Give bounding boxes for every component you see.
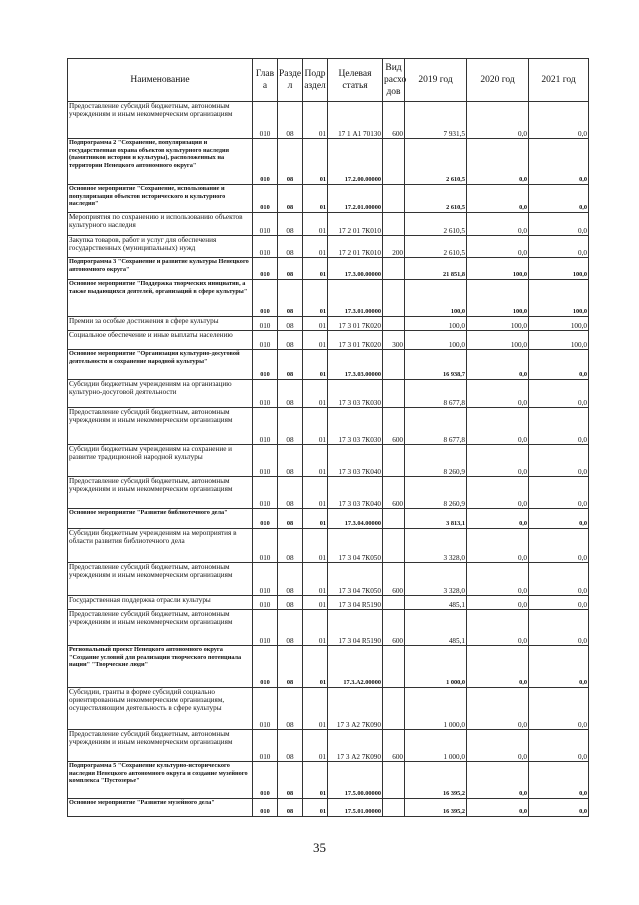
cell-glava: 010 [253, 509, 278, 529]
cell-podrazdel: 01 [303, 258, 328, 280]
cell-2019: 100,0 [405, 331, 467, 350]
cell-podrazdel: 01 [303, 529, 328, 563]
cell-2021: 0,0 [529, 646, 589, 688]
cell-article: 17 3 04 R5190 [328, 596, 383, 610]
cell-glava: 010 [253, 139, 278, 185]
cell-2021: 0,0 [529, 380, 589, 408]
cell-2020: 100,0 [467, 317, 529, 331]
cell-podrazdel: 01 [303, 380, 328, 408]
cell-vid: 600 [383, 102, 405, 139]
cell-glava: 010 [253, 563, 278, 596]
cell-podrazdel: 01 [303, 236, 328, 258]
cell-glava: 010 [253, 646, 278, 688]
cell-vid [383, 185, 405, 213]
cell-article: 17 1 А1 70130 [328, 102, 383, 139]
cell-2019: 2 610,5 [405, 185, 467, 213]
cell-2021: 0,0 [529, 563, 589, 596]
cell-glava: 010 [253, 445, 278, 477]
cell-2021: 0,0 [529, 185, 589, 213]
cell-article: 17 2 01 7К010 [328, 213, 383, 236]
cell-glava: 010 [253, 477, 278, 509]
header-vid: Вид расхо дов [383, 59, 405, 102]
cell-glava: 010 [253, 280, 278, 317]
cell-name: Предоставление субсидий бюджетным, автономным учреждениям и иным некоммерческим организациям [68, 477, 253, 509]
table-row [68, 799, 589, 817]
header-article: Целевая статья [328, 59, 383, 102]
header-2019: 2019 год [405, 59, 467, 102]
cell-vid: 600 [383, 610, 405, 646]
cell-name: Основное мероприятие "Организация культурно-досуговой деятельности и сохранение народной культуры" [68, 350, 253, 380]
table-row [68, 529, 589, 563]
table-row [68, 185, 589, 213]
cell-glava: 010 [253, 213, 278, 236]
cell-podrazdel: 01 [303, 799, 328, 817]
cell-2020: 0,0 [467, 610, 529, 646]
cell-article: 17 2 01 7К010 [328, 236, 383, 258]
cell-vid [383, 350, 405, 380]
cell-name: Подпрограмма 2 "Сохранение, популяризация и государственная охрана объектов культурного наследия (памятников истории и культуры), расположенных на территории Ненецкого автономного округа" [68, 139, 253, 185]
cell-vid: 600 [383, 408, 405, 445]
cell-article: 17.5.00.00000 [328, 762, 383, 799]
page-number: 35 [313, 840, 326, 855]
cell-podrazdel: 01 [303, 563, 328, 596]
cell-razdel: 08 [278, 102, 303, 139]
cell-vid [383, 799, 405, 817]
cell-article: 17 3 03 7К040 [328, 477, 383, 509]
table-row [68, 236, 589, 258]
cell-2020: 100,0 [467, 331, 529, 350]
cell-vid [383, 596, 405, 610]
cell-name: Предоставление субсидий бюджетным, автономным учреждениям и иным некоммерческим организациям [68, 102, 253, 139]
cell-2020: 0,0 [467, 102, 529, 139]
cell-razdel: 08 [278, 509, 303, 529]
cell-vid: 600 [383, 477, 405, 509]
cell-2021: 0,0 [529, 610, 589, 646]
cell-glava: 010 [253, 799, 278, 817]
cell-name: Основное мероприятие "Развитие библиотечного дела" [68, 509, 253, 529]
cell-2021: 0,0 [529, 799, 589, 817]
table-row [68, 509, 589, 529]
table-row [68, 762, 589, 799]
cell-podrazdel: 01 [303, 139, 328, 185]
cell-2021: 0,0 [529, 762, 589, 799]
cell-podrazdel: 01 [303, 688, 328, 730]
cell-2020: 0,0 [467, 185, 529, 213]
cell-razdel: 08 [278, 236, 303, 258]
cell-2021: 100,0 [529, 258, 589, 280]
cell-vid: 200 [383, 236, 405, 258]
cell-razdel: 08 [278, 331, 303, 350]
cell-vid [383, 688, 405, 730]
cell-2019: 16 938,7 [405, 350, 467, 380]
cell-2020: 0,0 [467, 646, 529, 688]
cell-podrazdel: 01 [303, 445, 328, 477]
cell-glava: 010 [253, 688, 278, 730]
cell-podrazdel: 01 [303, 317, 328, 331]
cell-name: Субсидии бюджетным учреждениям на мероприятия в области развития библиотечного дела [68, 529, 253, 563]
table-row [68, 408, 589, 445]
cell-2020: 0,0 [467, 236, 529, 258]
cell-name: Подпрограмма 3 "Сохранение и развитие культуры Ненецкого автономного округа" [68, 258, 253, 280]
cell-razdel: 08 [278, 213, 303, 236]
cell-podrazdel: 01 [303, 213, 328, 236]
cell-razdel: 08 [278, 280, 303, 317]
table-row [68, 213, 589, 236]
cell-podrazdel: 01 [303, 331, 328, 350]
cell-name: Премии за особые достижения в сфере культуры [68, 317, 253, 331]
cell-2020: 0,0 [467, 509, 529, 529]
cell-2019: 3 328,0 [405, 529, 467, 563]
cell-vid [383, 646, 405, 688]
cell-podrazdel: 01 [303, 509, 328, 529]
cell-2021: 0,0 [529, 509, 589, 529]
cell-2021: 0,0 [529, 596, 589, 610]
table-row [68, 477, 589, 509]
cell-glava: 010 [253, 596, 278, 610]
header-podrazdel: Подр аздел [303, 59, 328, 102]
cell-name: Мероприятия по сохранению и использованию объектов культурного наследия [68, 213, 253, 236]
cell-vid [383, 509, 405, 529]
header-name: Наименование [68, 59, 253, 102]
cell-vid [383, 445, 405, 477]
cell-glava: 010 [253, 236, 278, 258]
cell-razdel: 08 [278, 563, 303, 596]
cell-glava: 010 [253, 762, 278, 799]
cell-2019: 2 610,5 [405, 139, 467, 185]
table-row [68, 280, 589, 317]
cell-razdel: 08 [278, 799, 303, 817]
cell-2020: 100,0 [467, 258, 529, 280]
cell-vid: 600 [383, 563, 405, 596]
cell-glava: 010 [253, 331, 278, 350]
cell-article: 17 3 03 7К030 [328, 380, 383, 408]
table-row [68, 563, 589, 596]
cell-name: Субсидии, гранты в форме субсидий социально ориентированным некоммерческим организациям, осуществляющим деятельность в сфере культуры [68, 688, 253, 730]
cell-article: 17.3.03.00000 [328, 350, 383, 380]
cell-article: 17 3 03 7К030 [328, 408, 383, 445]
cell-razdel: 08 [278, 408, 303, 445]
table-row [68, 317, 589, 331]
cell-glava: 010 [253, 610, 278, 646]
cell-razdel: 08 [278, 762, 303, 799]
cell-article: 17.3.04.00000 [328, 509, 383, 529]
cell-podrazdel: 01 [303, 477, 328, 509]
cell-2019: 2 610,5 [405, 213, 467, 236]
cell-2021: 100,0 [529, 280, 589, 317]
cell-article: 17.2.01.00000 [328, 185, 383, 213]
cell-podrazdel: 01 [303, 596, 328, 610]
cell-2021: 0,0 [529, 445, 589, 477]
cell-name: Субсидии бюджетным учреждениям на организацию культурно-досуговой деятельности [68, 380, 253, 408]
cell-2019: 8 677,8 [405, 380, 467, 408]
cell-name: Закупка товаров, работ и услуг для обеспечения государственных (муниципальных) нужд [68, 236, 253, 258]
cell-article: 17 3 04 7К050 [328, 563, 383, 596]
cell-article: 17 3 01 7К020 [328, 331, 383, 350]
cell-2020: 0,0 [467, 596, 529, 610]
cell-razdel: 08 [278, 445, 303, 477]
cell-glava: 010 [253, 102, 278, 139]
cell-article: 17 3 03 7К040 [328, 445, 383, 477]
cell-2019: 8 260,9 [405, 477, 467, 509]
header-row [68, 59, 589, 102]
cell-2020: 0,0 [467, 380, 529, 408]
cell-razdel: 08 [278, 529, 303, 563]
cell-razdel: 08 [278, 350, 303, 380]
cell-podrazdel: 01 [303, 280, 328, 317]
cell-2021: 0,0 [529, 477, 589, 509]
cell-vid [383, 529, 405, 563]
cell-article: 17.5.01.00000 [328, 799, 383, 817]
cell-2020: 0,0 [467, 213, 529, 236]
cell-2021: 0,0 [529, 408, 589, 445]
cell-glava: 010 [253, 258, 278, 280]
cell-2019: 21 851,8 [405, 258, 467, 280]
cell-razdel: 08 [278, 317, 303, 331]
cell-razdel: 08 [278, 258, 303, 280]
cell-name: Предоставление субсидий бюджетным, автономным учреждениям и иным некоммерческим организациям [68, 610, 253, 646]
cell-razdel: 08 [278, 610, 303, 646]
cell-2020: 0,0 [467, 762, 529, 799]
cell-razdel: 08 [278, 477, 303, 509]
cell-name: Предоставление субсидий бюджетным, автономным учреждениям и иным некоммерческим организациям [68, 408, 253, 445]
cell-2019: 485,1 [405, 610, 467, 646]
cell-podrazdel: 01 [303, 730, 328, 762]
cell-vid [383, 380, 405, 408]
cell-2019: 1 000,0 [405, 688, 467, 730]
cell-2020: 0,0 [467, 563, 529, 596]
cell-razdel: 08 [278, 380, 303, 408]
cell-name: Предоставление субсидий бюджетным, автономным учреждениям и иным некоммерческим организациям [68, 730, 253, 762]
cell-name: Государственная поддержка отрасли культуры [68, 596, 253, 610]
cell-2020: 0,0 [467, 529, 529, 563]
cell-article: 17 3 А2 7К090 [328, 688, 383, 730]
cell-2020: 0,0 [467, 799, 529, 817]
cell-2020: 0,0 [467, 350, 529, 380]
cell-razdel: 08 [278, 185, 303, 213]
cell-article: 17 3 04 R5190 [328, 610, 383, 646]
cell-article: 17.2.00.00000 [328, 139, 383, 185]
cell-2019: 7 931,5 [405, 102, 467, 139]
cell-name: Социальное обеспечение и иные выплаты населению [68, 331, 253, 350]
cell-podrazdel: 01 [303, 102, 328, 139]
table-row [68, 596, 589, 610]
cell-2020: 100,0 [467, 280, 529, 317]
cell-2019: 1 000,0 [405, 646, 467, 688]
cell-razdel: 08 [278, 139, 303, 185]
cell-vid [383, 762, 405, 799]
cell-razdel: 08 [278, 646, 303, 688]
cell-vid [383, 258, 405, 280]
cell-2019: 16 395,2 [405, 799, 467, 817]
budget-table [67, 58, 589, 817]
table-row [68, 646, 589, 688]
header-2020: 2020 год [467, 59, 529, 102]
cell-glava: 010 [253, 730, 278, 762]
table-row [68, 102, 589, 139]
cell-2021: 0,0 [529, 213, 589, 236]
cell-2019: 100,0 [405, 280, 467, 317]
cell-2019: 3 813,1 [405, 509, 467, 529]
cell-glava: 010 [253, 380, 278, 408]
cell-glava: 010 [253, 529, 278, 563]
cell-podrazdel: 01 [303, 610, 328, 646]
cell-name: Предоставление субсидий бюджетным, автономным учреждениям и иным некоммерческим организациям [68, 563, 253, 596]
cell-2020: 0,0 [467, 477, 529, 509]
cell-2021: 0,0 [529, 236, 589, 258]
cell-2019: 485,1 [405, 596, 467, 610]
cell-razdel: 08 [278, 596, 303, 610]
cell-vid: 300 [383, 331, 405, 350]
cell-glava: 010 [253, 408, 278, 445]
table-body [68, 102, 589, 817]
cell-name: Основное мероприятие "Развитие музейного дела" [68, 799, 253, 817]
cell-2021: 0,0 [529, 350, 589, 380]
table-row [68, 331, 589, 350]
cell-2019: 100,0 [405, 317, 467, 331]
cell-vid: 600 [383, 730, 405, 762]
cell-podrazdel: 01 [303, 185, 328, 213]
cell-2019: 8 677,8 [405, 408, 467, 445]
table-row [68, 139, 589, 185]
cell-article: 17 3 01 7К020 [328, 317, 383, 331]
cell-vid [383, 317, 405, 331]
cell-name: Основное мероприятие "Сохранение, использование и популяризация объектов исторического и культурного наследия" [68, 185, 253, 213]
cell-2020: 0,0 [467, 730, 529, 762]
cell-vid [383, 139, 405, 185]
cell-article: 17 3 А2 7К090 [328, 730, 383, 762]
cell-2019: 16 395,2 [405, 762, 467, 799]
header-razdel: Разде л [278, 59, 303, 102]
cell-2019: 1 000,0 [405, 730, 467, 762]
cell-2020: 0,0 [467, 688, 529, 730]
cell-name: Основное мероприятие "Поддержка творческих инициатив, а также выдающихся деятелей, организаций в сфере культуры" [68, 280, 253, 317]
cell-podrazdel: 01 [303, 762, 328, 799]
cell-2019: 3 328,0 [405, 563, 467, 596]
table-row [68, 258, 589, 280]
cell-2021: 0,0 [529, 730, 589, 762]
cell-podrazdel: 01 [303, 646, 328, 688]
header-glava: Глав а [253, 59, 278, 102]
cell-article: 17 3 04 7К050 [328, 529, 383, 563]
cell-2020: 0,0 [467, 408, 529, 445]
table-row [68, 350, 589, 380]
cell-name: Подпрограмма 5 "Сохранение культурно-исторического наследия Ненецкого автономного округа и создание музейного комплекса "Пустозерье" [68, 762, 253, 799]
cell-2019: 8 260,9 [405, 445, 467, 477]
cell-glava: 010 [253, 350, 278, 380]
table-row [68, 610, 589, 646]
cell-2021: 0,0 [529, 139, 589, 185]
cell-2021: 100,0 [529, 331, 589, 350]
table-row [68, 445, 589, 477]
cell-2021: 0,0 [529, 102, 589, 139]
cell-article: 17.3.00.00000 [328, 258, 383, 280]
cell-article: 17.3.01.00000 [328, 280, 383, 317]
cell-2021: 0,0 [529, 529, 589, 563]
cell-glava: 010 [253, 317, 278, 331]
cell-vid [383, 280, 405, 317]
cell-2019: 2 610,5 [405, 236, 467, 258]
table-row [68, 730, 589, 762]
table-row [68, 688, 589, 730]
cell-glava: 010 [253, 185, 278, 213]
cell-2021: 100,0 [529, 317, 589, 331]
table-row [68, 380, 589, 408]
cell-vid [383, 213, 405, 236]
cell-name: Субсидии бюджетным учреждениям на сохранение и развитие традиционной народной культуры [68, 445, 253, 477]
cell-podrazdel: 01 [303, 408, 328, 445]
cell-name: Региональный проект Ненецкого автономного округа "Создание условий для реализации творческого потенциала нации" "Творческие люди" [68, 646, 253, 688]
cell-article: 17.3.А2.00000 [328, 646, 383, 688]
header-2021: 2021 год [529, 59, 589, 102]
cell-podrazdel: 01 [303, 350, 328, 380]
cell-2020: 0,0 [467, 445, 529, 477]
cell-razdel: 08 [278, 688, 303, 730]
cell-2020: 0,0 [467, 139, 529, 185]
cell-2021: 0,0 [529, 688, 589, 730]
cell-razdel: 08 [278, 730, 303, 762]
